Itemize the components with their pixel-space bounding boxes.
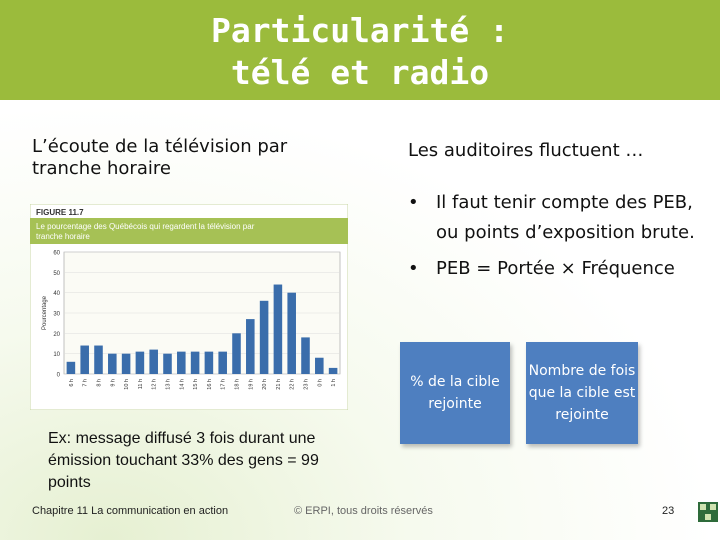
x-tick-label: 11 h (137, 379, 144, 390)
y-tick-label: 40 (53, 291, 60, 298)
x-tick-label: 12 h (151, 379, 158, 390)
y-tick-label: 60 (53, 250, 60, 257)
left-heading: L’écoute de la télévision par tranche horaire (32, 136, 288, 179)
bar-11 (218, 352, 227, 374)
bar-4 (122, 354, 131, 374)
bullet-dot: • (408, 258, 419, 279)
publisher-logo (698, 502, 718, 522)
chart-title-line-2: tranche horaire (36, 232, 90, 241)
x-tick-label: 21 h (275, 379, 282, 390)
x-tick-label: 20 h (262, 379, 269, 390)
title-banner (0, 0, 720, 100)
bar-15 (274, 285, 283, 374)
bar-8 (177, 352, 186, 374)
bar-0 (67, 362, 76, 374)
bullet-dot: • (408, 192, 419, 213)
x-tick-label: 16 h (206, 379, 213, 390)
x-tick-label: 15 h (193, 379, 200, 390)
bar-18 (315, 358, 324, 374)
bar-17 (301, 337, 310, 374)
bar-1 (80, 346, 89, 374)
figure-label: FIGURE 11.7 (36, 208, 84, 217)
bar-12 (232, 333, 241, 374)
x-tick-label: 1 h (331, 379, 338, 387)
y-tick-label: 50 (53, 270, 60, 277)
x-tick-label: 19 h (248, 379, 255, 390)
x-tick-label: 22 h (289, 379, 296, 390)
bar-16 (287, 293, 296, 374)
right-heading: Les auditoires fluctuent … (408, 140, 644, 161)
frequency-box-label: Nombre de fois que la cible est rejointe (528, 363, 636, 423)
bar-chart (30, 204, 348, 410)
page-number: 23 (662, 505, 675, 517)
footer-copyright: © ERPI, tous droits réservés (294, 505, 433, 517)
example-note: Ex: message diffusé 3 fois durant une émission touchant 33% des gens = 99 points (48, 430, 319, 491)
x-tick-label: 0 h (317, 379, 324, 387)
y-tick-label: 0 (56, 372, 60, 379)
y-tick-label: 30 (53, 311, 60, 318)
x-tick-label: 8 h (96, 379, 103, 387)
x-tick-label: 6 h (68, 379, 75, 387)
x-tick-label: 18 h (234, 379, 241, 390)
x-tick-label: 14 h (179, 379, 186, 390)
title-line-1: Particularité : (210, 11, 509, 50)
y-tick-label: 10 (53, 352, 60, 359)
footer-chapter: Chapitre 11 La communication en action (32, 505, 229, 517)
bar-14 (260, 301, 269, 374)
x-tick-label: 10 h (124, 379, 131, 390)
x-tick-label: 9 h (110, 379, 117, 387)
bullet-text: PEB = Portée × Fréquence (436, 258, 675, 279)
bullet-item (408, 188, 708, 248)
bullet-item (408, 254, 708, 284)
bar-6 (149, 350, 158, 374)
frequency-box (526, 342, 638, 444)
bullet-text: Il faut tenir compte des PEB, ou points d’exposition brute. (436, 192, 695, 243)
bar-7 (163, 354, 172, 374)
bar-13 (246, 319, 255, 374)
bar-19 (329, 368, 338, 374)
slide-title (0, 10, 720, 94)
bar-10 (205, 352, 214, 374)
y-tick-label: 20 (53, 331, 60, 338)
x-tick-label: 13 h (165, 379, 172, 390)
bar-2 (94, 346, 103, 374)
bar-5 (136, 352, 145, 374)
reach-box-label: % de la cible rejointe (410, 374, 500, 412)
chart-figure (30, 204, 348, 410)
bar-9 (191, 352, 200, 374)
x-tick-label: 17 h (220, 379, 227, 390)
x-tick-label: 7 h (82, 379, 89, 387)
bullet-list (408, 188, 708, 290)
reach-box (400, 342, 510, 444)
title-line-2: télé et radio (230, 53, 490, 92)
chart-title-line-1: Le pourcentage des Québécois qui regardent la télévision par (36, 222, 255, 231)
bar-3 (108, 354, 117, 374)
x-tick-label: 23 h (303, 379, 310, 390)
y-axis-label: Pourcentage (42, 295, 48, 331)
